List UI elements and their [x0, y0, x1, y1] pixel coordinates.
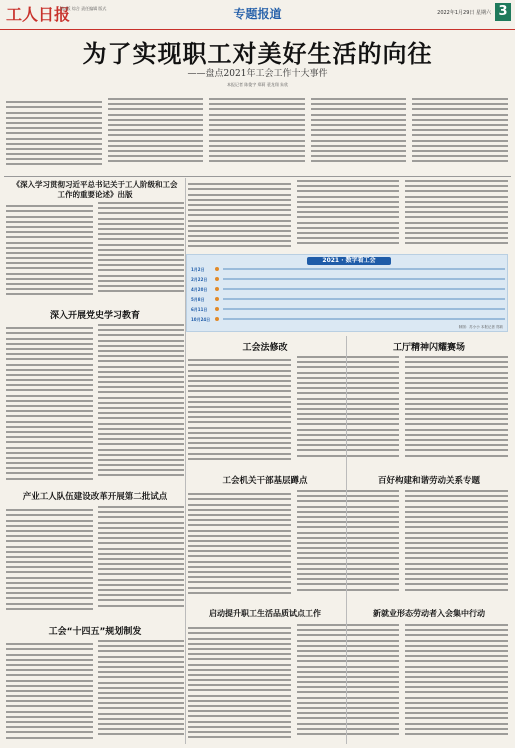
- timeline-date: 5月8日: [191, 297, 205, 302]
- article-text: [188, 490, 508, 602]
- article-text: [6, 324, 184, 484]
- article-headline: 启动提升职工生活品质试点工作: [209, 609, 321, 618]
- article-text: [6, 506, 184, 616]
- timeline-marker: [215, 317, 219, 321]
- timeline-marker: [215, 297, 219, 301]
- intro-text: [6, 98, 508, 172]
- article-headline: 工厅精神闪耀赛场: [392, 343, 465, 353]
- infographic-credit: 制图：苏小小 本报记者 郑莉: [458, 325, 503, 329]
- article-headline: 新就业形态劳动者入会集中行动: [373, 609, 485, 618]
- article-text: [188, 180, 508, 252]
- timeline-marker: [215, 307, 219, 311]
- article-headline: 工会“十四五”规划制发: [48, 627, 142, 637]
- section-title: 专题报道: [233, 7, 282, 21]
- article-text: [6, 202, 184, 300]
- article-headline: 深入开展党史学习教育: [49, 311, 140, 321]
- logo-subtitle: 第3版 综合 责任编辑 版式: [60, 6, 107, 11]
- timeline-text: [223, 268, 505, 270]
- timeline-date: 2月22日: [191, 277, 208, 282]
- divider: [4, 176, 511, 177]
- article-headline: 工会机关干部基层蹲点: [222, 476, 308, 486]
- page-number-badge: 3: [495, 3, 511, 21]
- infographic-title: 2021 · 数字看工会: [307, 257, 391, 265]
- infographic-2021: [186, 254, 508, 332]
- timeline-date: 4月20日: [191, 287, 208, 292]
- article-text: [6, 640, 184, 744]
- sub-headline: ——盘点2021年工会工作十大事件: [187, 69, 328, 79]
- timeline-date: 1月2日: [191, 267, 205, 272]
- timeline-text: [223, 288, 505, 290]
- article-headline: 百好构建和谐劳动关系专题: [377, 476, 480, 486]
- issue-date: 2022年1月29日 星期六: [437, 10, 491, 16]
- article-headline: 产业工人队伍建设改革开展第二批试点: [22, 492, 168, 502]
- article-text: [188, 624, 508, 744]
- timeline-date: 10月24日: [191, 317, 211, 322]
- timeline-marker: [215, 267, 219, 271]
- timeline-date: 6月11日: [191, 307, 208, 312]
- main-headline: 为了实现职工对美好生活的向往: [82, 40, 433, 68]
- column-divider: [346, 336, 347, 744]
- timeline-marker: [215, 277, 219, 281]
- timeline-text: [223, 298, 505, 300]
- article-headline: 《深入学习贯彻习近平总书记关于工人阶级和工会工作的重要论述》出版: [12, 180, 178, 199]
- masthead: [0, 0, 515, 30]
- timeline-text: [223, 278, 505, 280]
- newspaper-logo: 工人日报: [6, 5, 71, 24]
- byline: 本报记者 陈俊宇 郑莉 裴龙翔 朱欣: [226, 82, 289, 87]
- article-headline: 工会法修改: [242, 343, 288, 353]
- timeline-marker: [215, 287, 219, 291]
- timeline-text: [223, 318, 505, 320]
- article-text: [188, 356, 508, 468]
- timeline-text: [223, 308, 505, 310]
- column-divider: [185, 178, 186, 744]
